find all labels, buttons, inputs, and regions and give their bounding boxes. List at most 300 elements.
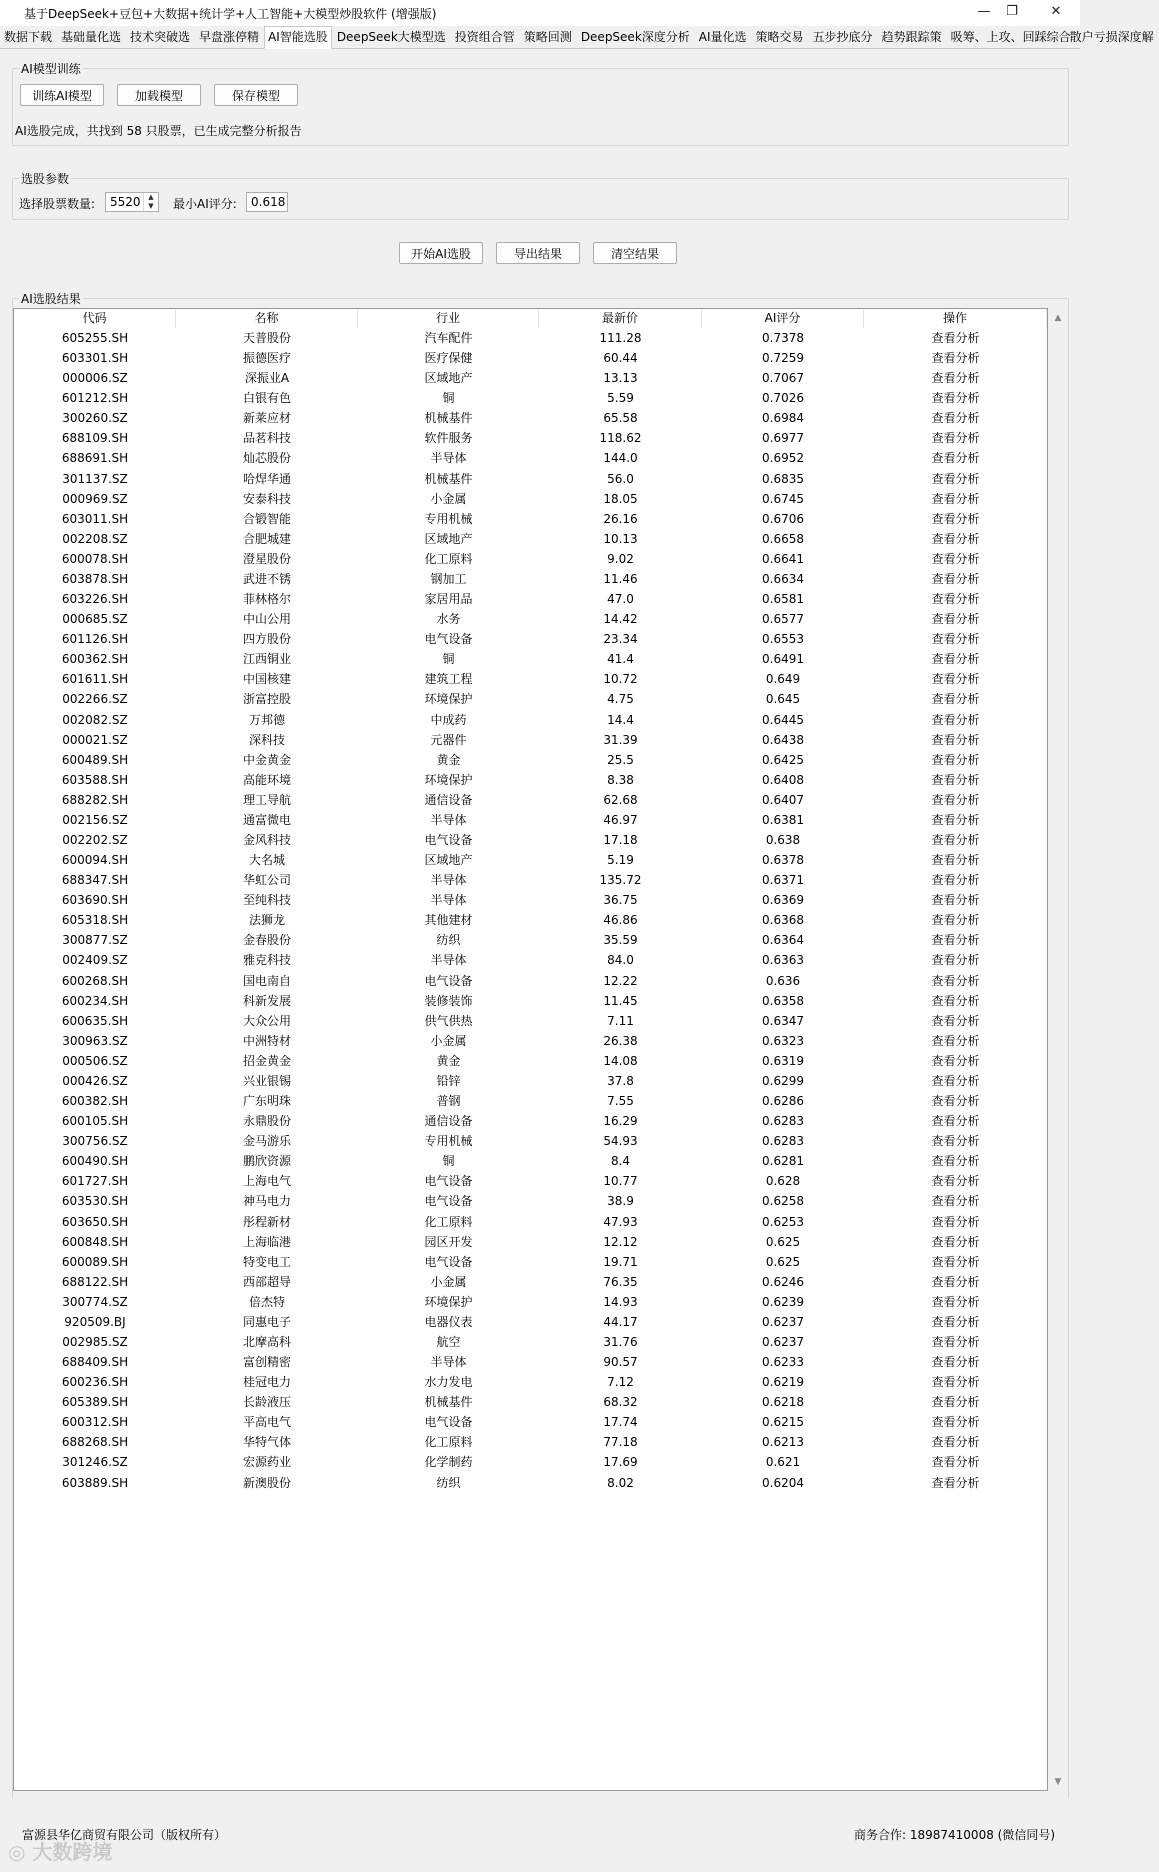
code-cell: 688409.SH: [61, 1355, 129, 1370]
score-cell: 0.6286: [762, 1094, 804, 1109]
table-row[interactable]: [14, 710, 1049, 730]
industry-cell: 水务: [436, 612, 461, 627]
industry-cell: 环境保护: [424, 692, 473, 707]
tab-6[interactable]: 投资组合管: [454, 30, 515, 44]
view-analysis-link[interactable]: 查看分析: [931, 1335, 980, 1349]
name-cell: 武进不锈: [242, 571, 291, 586]
view-analysis-link[interactable]: 查看分析: [931, 632, 980, 647]
minimize-button[interactable]: —: [977, 4, 991, 19]
view-analysis-link[interactable]: 查看分析: [931, 592, 980, 607]
score-cell: 0.6378: [762, 853, 804, 868]
table-row[interactable]: [14, 930, 1049, 950]
table-row[interactable]: [14, 509, 1049, 529]
price-cell: 26.38: [603, 1033, 638, 1048]
name-cell: 长龄液压: [242, 1395, 291, 1410]
table-row[interactable]: [14, 689, 1049, 709]
name-cell: 哈焊华通: [242, 471, 291, 486]
table-row[interactable]: [14, 810, 1049, 830]
score-cell: 0.6835: [762, 471, 804, 486]
column-header-3[interactable]: 最新价: [539, 309, 702, 328]
column-header-0[interactable]: 代码: [14, 309, 176, 328]
industry-cell: 电气设备: [424, 973, 473, 988]
industry-cell: 铜: [442, 1154, 455, 1169]
view-analysis-link[interactable]: 查看分析: [931, 1234, 980, 1249]
price-cell: 68.32: [603, 1395, 638, 1410]
industry-cell: 半导体: [430, 1355, 467, 1370]
name-cell: 富创精密: [242, 1355, 291, 1370]
table-row[interactable]: [14, 569, 1049, 589]
industry-cell: 机械基件: [424, 471, 473, 486]
code-cell: 002409.SZ: [62, 953, 128, 968]
table-row[interactable]: [14, 1392, 1049, 1412]
industry-cell: 铜: [442, 652, 455, 667]
price-cell: 65.58: [603, 411, 638, 426]
table-row[interactable]: [14, 730, 1049, 750]
view-analysis-link[interactable]: 查看分析: [931, 672, 980, 687]
table-row[interactable]: [14, 1171, 1049, 1191]
industry-cell: 普钢: [436, 1094, 461, 1109]
watermark-logo: [8, 1836, 112, 1865]
industry-cell: 化工原料: [424, 1214, 473, 1229]
table-row[interactable]: [14, 549, 1049, 569]
industry-cell: 电气设备: [424, 1254, 473, 1269]
view-analysis-link[interactable]: 查看分析: [931, 351, 980, 366]
table-row[interactable]: [14, 609, 1049, 629]
price-cell: 36.75: [603, 893, 638, 908]
score-cell: 0.6438: [762, 732, 804, 747]
price-cell: 84.0: [607, 953, 634, 968]
close-button[interactable]: ✕: [1050, 4, 1062, 19]
score-cell: 0.6219: [762, 1375, 804, 1390]
table-row[interactable]: [14, 950, 1049, 970]
price-cell: 14.4: [607, 712, 634, 727]
table-row[interactable]: [14, 1312, 1049, 1332]
code-cell: 603011.SH: [61, 511, 129, 526]
price-cell: 19.71: [603, 1254, 638, 1269]
industry-cell: 化学制药: [424, 1455, 473, 1470]
code-cell: 002208.SZ: [62, 531, 128, 546]
view-analysis-link[interactable]: 查看分析: [931, 1355, 980, 1370]
table-row[interactable]: [14, 649, 1049, 669]
score-cell: 0.7067: [762, 371, 804, 386]
table-row[interactable]: [14, 750, 1049, 770]
price-cell: 4.75: [607, 692, 634, 707]
tab-1[interactable]: 基础量化选: [61, 30, 122, 44]
view-analysis-link[interactable]: 查看分析: [931, 833, 980, 847]
name-cell: 彤程新材: [242, 1214, 291, 1229]
view-analysis-link[interactable]: 查看分析: [931, 873, 980, 888]
industry-cell: 半导体: [430, 873, 467, 888]
industry-cell: 元器件: [430, 732, 467, 747]
table-row[interactable]: [14, 669, 1049, 689]
view-analysis-link[interactable]: 查看分析: [931, 752, 980, 767]
code-cell: 688347.SH: [61, 873, 129, 888]
table-row[interactable]: [14, 1452, 1049, 1472]
score-cell: 0.625: [765, 1254, 801, 1269]
code-cell: 603530.SH: [61, 1194, 129, 1209]
score-cell: 0.6319: [762, 1053, 804, 1068]
view-analysis-link[interactable]: 查看分析: [931, 471, 980, 486]
view-analysis-link[interactable]: 查看分析: [931, 712, 980, 727]
price-cell: 60.44: [603, 351, 638, 366]
title-bar: [0, 0, 1080, 26]
code-cell: 605318.SH: [61, 913, 129, 928]
price-cell: 8.02: [607, 1475, 634, 1490]
industry-cell: 半导体: [430, 953, 467, 968]
table-row[interactable]: [14, 428, 1049, 448]
name-cell: 至纯科技: [242, 893, 291, 908]
table-row[interactable]: [14, 1292, 1049, 1312]
name-cell: 永鼎股份: [242, 1114, 291, 1129]
table-row[interactable]: [14, 910, 1049, 930]
tab-4[interactable]: AI智能选股: [264, 26, 332, 49]
view-analysis-link[interactable]: 查看分析: [931, 1455, 980, 1470]
code-cell: 603226.SH: [61, 592, 129, 607]
view-analysis-link[interactable]: 查看分析: [931, 1114, 980, 1129]
view-analysis-link[interactable]: 查看分析: [931, 1194, 980, 1209]
code-cell: 300877.SZ: [62, 933, 128, 948]
table-row[interactable]: [14, 1332, 1049, 1352]
stock-count-spinbox[interactable]: [105, 192, 159, 212]
view-analysis-link[interactable]: 查看分析: [931, 1073, 980, 1088]
view-analysis-link[interactable]: 查看分析: [931, 1475, 980, 1490]
view-analysis-link[interactable]: 查看分析: [931, 772, 980, 787]
code-cell: 603690.SH: [61, 893, 129, 908]
price-cell: 17.74: [603, 1415, 638, 1430]
industry-cell: 汽车配件: [424, 331, 473, 345]
view-analysis-link[interactable]: 查看分析: [931, 371, 980, 386]
score-cell: 0.6425: [762, 752, 804, 767]
table-row[interactable]: [14, 1432, 1049, 1452]
code-cell: 603889.SH: [61, 1475, 129, 1490]
name-cell: 华特气体: [242, 1435, 291, 1450]
load-model-button[interactable]: 加载模型: [117, 84, 201, 106]
score-cell: 0.6407: [762, 792, 804, 807]
train-model-button[interactable]: 训练AI模型: [20, 84, 104, 106]
view-analysis-link[interactable]: 查看分析: [931, 1274, 980, 1289]
view-analysis-link[interactable]: 查看分析: [931, 792, 980, 807]
score-cell: 0.6363: [762, 953, 804, 968]
table-row[interactable]: [14, 489, 1049, 509]
table-row[interactable]: [14, 830, 1049, 850]
code-cell: 600362.SH: [61, 652, 129, 667]
column-header-5[interactable]: 操作: [864, 309, 1047, 328]
table-row[interactable]: [14, 589, 1049, 609]
min-score-input[interactable]: [246, 192, 288, 212]
price-cell: 8.38: [607, 772, 634, 787]
table-row[interactable]: [14, 1232, 1049, 1252]
tab-0[interactable]: 数据下载: [4, 30, 53, 44]
code-cell: 300774.SZ: [62, 1294, 128, 1309]
table-row[interactable]: [14, 1212, 1049, 1232]
view-analysis-link[interactable]: 查看分析: [931, 732, 980, 747]
view-analysis-link[interactable]: 查看分析: [931, 1395, 980, 1410]
score-cell: 0.6369: [762, 893, 804, 908]
industry-cell: 电气设备: [424, 833, 473, 847]
code-cell: 300963.SZ: [62, 1033, 128, 1048]
table-row[interactable]: [14, 1091, 1049, 1111]
maximize-button[interactable]: ❐: [1006, 4, 1018, 19]
price-cell: 9.02: [607, 551, 634, 566]
name-cell: 兴业银锡: [242, 1073, 291, 1088]
name-cell: 合锻智能: [242, 511, 291, 526]
table-row[interactable]: [14, 348, 1049, 368]
name-cell: 深科技: [248, 732, 285, 747]
score-cell: 0.6641: [762, 551, 804, 566]
table-row[interactable]: [14, 790, 1049, 810]
name-cell: 上海电气: [242, 1174, 291, 1189]
table-row[interactable]: [14, 1051, 1049, 1071]
price-cell: 35.59: [603, 933, 638, 948]
code-cell: 600234.SH: [61, 993, 129, 1008]
score-cell: 0.6213: [762, 1435, 804, 1450]
tab-12[interactable]: 趋势跟踪策: [881, 30, 942, 44]
score-cell: 0.6258: [762, 1194, 804, 1209]
name-cell: 通富微电: [242, 812, 291, 827]
score-cell: 0.7259: [762, 351, 804, 366]
view-analysis-link[interactable]: 查看分析: [931, 511, 980, 526]
code-cell: 601727.SH: [61, 1174, 129, 1189]
column-header-2[interactable]: 行业: [358, 309, 539, 328]
price-cell: 46.86: [603, 913, 638, 928]
view-analysis-link[interactable]: 查看分析: [931, 491, 980, 506]
table-row[interactable]: [14, 850, 1049, 870]
industry-cell: 专用机械: [424, 511, 473, 526]
min-score-label: 最小AI评分:: [173, 197, 237, 211]
view-analysis-link[interactable]: 查看分析: [931, 1154, 980, 1169]
score-cell: 0.6577: [762, 612, 804, 627]
tab-5[interactable]: DeepSeek大模型选: [336, 30, 446, 44]
code-cell: 000006.SZ: [62, 371, 128, 386]
industry-cell: 电器仪表: [424, 1314, 473, 1329]
view-analysis-link[interactable]: 查看分析: [931, 1174, 980, 1189]
table-row[interactable]: [14, 1111, 1049, 1131]
view-analysis-link[interactable]: 查看分析: [931, 551, 980, 566]
industry-cell: 电气设备: [424, 1174, 473, 1189]
score-cell: 0.6239: [762, 1294, 804, 1309]
table-header: [14, 309, 1049, 328]
code-cell: 920509.BJ: [64, 1314, 126, 1329]
code-cell: 601611.SH: [61, 672, 129, 687]
vertical-scrollbar[interactable]: [1050, 308, 1066, 1791]
table-row[interactable]: [14, 368, 1049, 388]
table-row[interactable]: [14, 991, 1049, 1011]
price-cell: 12.12: [603, 1234, 638, 1249]
industry-cell: 机械基件: [424, 1395, 473, 1410]
view-analysis-link[interactable]: 查看分析: [931, 692, 980, 707]
table-row[interactable]: [14, 971, 1049, 991]
results-table: [13, 308, 1048, 1791]
industry-cell: 通信设备: [424, 792, 473, 807]
price-cell: 11.45: [603, 993, 638, 1008]
name-cell: 鹏欣资源: [242, 1154, 291, 1169]
industry-cell: 电气设备: [424, 1194, 473, 1209]
tab-10[interactable]: 策略交易: [755, 30, 804, 44]
view-analysis-link[interactable]: 查看分析: [931, 1415, 980, 1430]
view-analysis-link[interactable]: 查看分析: [931, 933, 980, 948]
table-row[interactable]: [14, 1372, 1049, 1392]
view-analysis-link[interactable]: 查看分析: [931, 1033, 980, 1048]
score-cell: 0.6347: [762, 1013, 804, 1028]
view-analysis-link[interactable]: 查看分析: [931, 913, 980, 928]
view-analysis-link[interactable]: 查看分析: [931, 1435, 980, 1450]
price-cell: 14.08: [603, 1053, 638, 1068]
industry-cell: 小金属: [430, 1033, 467, 1048]
scroll-down-icon[interactable]: ▼: [1054, 1777, 1062, 1787]
score-cell: 0.6204: [762, 1475, 804, 1490]
view-analysis-link[interactable]: 查看分析: [931, 612, 980, 627]
code-cell: 688268.SH: [61, 1435, 129, 1450]
view-analysis-link[interactable]: 查看分析: [931, 893, 980, 908]
view-analysis-link[interactable]: 查看分析: [931, 531, 980, 546]
view-analysis-link[interactable]: 查看分析: [931, 1053, 980, 1068]
view-analysis-link[interactable]: 查看分析: [931, 451, 980, 466]
save-model-button[interactable]: 保存模型: [214, 84, 298, 106]
name-cell: 倍杰特: [248, 1294, 285, 1309]
score-cell: 0.6408: [762, 772, 804, 787]
table-row[interactable]: [14, 1131, 1049, 1151]
view-analysis-link[interactable]: 查看分析: [931, 431, 980, 446]
view-analysis-link[interactable]: 查看分析: [931, 1254, 980, 1269]
view-analysis-link[interactable]: 查看分析: [931, 652, 980, 667]
view-analysis-link[interactable]: 查看分析: [931, 331, 980, 345]
view-analysis-link[interactable]: 查看分析: [931, 993, 980, 1008]
code-cell: 600635.SH: [61, 1013, 129, 1028]
code-cell: 600490.SH: [61, 1154, 129, 1169]
industry-cell: 医疗保健: [424, 351, 473, 366]
view-analysis-link[interactable]: 查看分析: [931, 1314, 980, 1329]
view-analysis-link[interactable]: 查看分析: [931, 953, 980, 968]
column-header-4[interactable]: AI评分: [702, 309, 864, 328]
tab-13[interactable]: 吸筹、上攻、回踩综合: [950, 30, 1071, 44]
score-cell: 0.638: [765, 833, 801, 847]
clear-results-button[interactable]: 清空结果: [593, 242, 677, 264]
tab-9[interactable]: AI量化选: [698, 30, 747, 44]
industry-cell: 铅锌: [436, 1073, 461, 1088]
start-selection-button[interactable]: 开始AI选股: [399, 242, 483, 264]
price-cell: 25.5: [607, 752, 634, 767]
code-cell: 301137.SZ: [62, 471, 128, 486]
industry-cell: 电气设备: [424, 1415, 473, 1430]
industry-cell: 水力发电: [424, 1375, 473, 1390]
column-header-1[interactable]: 名称: [176, 309, 358, 328]
score-cell: 0.625: [765, 1234, 801, 1249]
table-row[interactable]: [14, 1473, 1049, 1493]
code-cell: 600094.SH: [61, 853, 129, 868]
code-cell: 688109.SH: [61, 431, 129, 446]
table-row[interactable]: [14, 469, 1049, 489]
price-cell: 44.17: [603, 1314, 638, 1329]
tab-2[interactable]: 技术突破选: [130, 30, 191, 44]
industry-cell: 区域地产: [424, 531, 473, 546]
tab-11[interactable]: 五步抄底分: [812, 30, 873, 44]
table-row[interactable]: [14, 529, 1049, 549]
export-results-button[interactable]: 导出结果: [496, 242, 580, 264]
table-row[interactable]: [14, 388, 1049, 408]
tab-8[interactable]: DeepSeek深度分析: [580, 30, 690, 44]
price-cell: 14.93: [603, 1294, 638, 1309]
table-row[interactable]: [14, 1252, 1049, 1272]
price-cell: 7.12: [607, 1375, 634, 1390]
table-row[interactable]: [14, 1071, 1049, 1091]
view-analysis-link[interactable]: 查看分析: [931, 1375, 980, 1390]
table-row[interactable]: [14, 1011, 1049, 1031]
params-title: 选股参数: [21, 172, 70, 186]
score-cell: 0.6553: [762, 632, 804, 647]
score-cell: 0.6658: [762, 531, 804, 546]
table-row[interactable]: [14, 448, 1049, 468]
spin-arrows-icon[interactable]: ▲ ▼: [143, 193, 158, 211]
name-cell: 同惠电子: [242, 1314, 291, 1329]
table-row[interactable]: [14, 629, 1049, 649]
code-cell: 600489.SH: [61, 752, 129, 767]
view-analysis-link[interactable]: 查看分析: [931, 1013, 980, 1028]
view-analysis-link[interactable]: 查看分析: [931, 812, 980, 827]
name-cell: 澄星股份: [242, 551, 291, 566]
window-title: 基于DeepSeek+豆包+大数据+统计学+人工智能+大模型炒股软件 (增强版): [24, 7, 437, 21]
table-row[interactable]: [14, 1352, 1049, 1372]
view-analysis-link[interactable]: 查看分析: [931, 391, 980, 406]
tab-7[interactable]: 策略回测: [523, 30, 572, 44]
name-cell: 金春股份: [242, 933, 291, 948]
name-cell: 灿芯股份: [242, 451, 291, 466]
code-cell: 002266.SZ: [62, 692, 128, 707]
price-cell: 5.19: [607, 853, 634, 868]
price-cell: 31.39: [603, 732, 638, 747]
score-cell: 0.6581: [762, 592, 804, 607]
view-analysis-link[interactable]: 查看分析: [931, 853, 980, 868]
industry-cell: 供气供热: [424, 1013, 473, 1028]
table-row[interactable]: [14, 1272, 1049, 1292]
industry-cell: 航空: [436, 1335, 461, 1349]
tab-3[interactable]: 早盘涨停精: [199, 30, 260, 44]
score-cell: 0.628: [765, 1174, 801, 1189]
tab-14[interactable]: 散户亏损深度解: [1069, 30, 1154, 44]
price-cell: 7.11: [607, 1013, 634, 1028]
table-row[interactable]: [14, 1412, 1049, 1432]
score-cell: 0.6381: [762, 812, 804, 827]
code-cell: 600105.SH: [61, 1114, 129, 1129]
price-cell: 41.4: [607, 652, 634, 667]
view-analysis-link[interactable]: 查看分析: [931, 1214, 980, 1229]
table-row[interactable]: [14, 328, 1049, 348]
table-row[interactable]: [14, 1031, 1049, 1051]
name-cell: 浙富控股: [242, 692, 291, 707]
name-cell: 振德医疗: [242, 351, 291, 366]
table-row[interactable]: [14, 1151, 1049, 1171]
view-analysis-link[interactable]: 查看分析: [931, 411, 980, 426]
table-row[interactable]: [14, 408, 1049, 428]
industry-cell: 专用机械: [424, 1134, 473, 1149]
score-cell: 0.6215: [762, 1415, 804, 1430]
table-row[interactable]: [14, 1191, 1049, 1211]
code-cell: 600268.SH: [61, 973, 129, 988]
view-analysis-link[interactable]: 查看分析: [931, 973, 980, 988]
view-analysis-link[interactable]: 查看分析: [931, 571, 980, 586]
table-row[interactable]: [14, 870, 1049, 890]
code-cell: 002202.SZ: [62, 833, 128, 847]
view-analysis-link[interactable]: 查看分析: [931, 1134, 980, 1149]
score-cell: 0.6984: [762, 411, 804, 426]
view-analysis-link[interactable]: 查看分析: [931, 1094, 980, 1109]
code-cell: 600089.SH: [61, 1254, 129, 1269]
view-analysis-link[interactable]: 查看分析: [931, 1294, 980, 1309]
name-cell: 广东明珠: [242, 1094, 291, 1109]
table-row[interactable]: [14, 770, 1049, 790]
table-row[interactable]: [14, 890, 1049, 910]
code-cell: 688282.SH: [61, 792, 129, 807]
scroll-up-icon[interactable]: ▲: [1054, 313, 1062, 323]
